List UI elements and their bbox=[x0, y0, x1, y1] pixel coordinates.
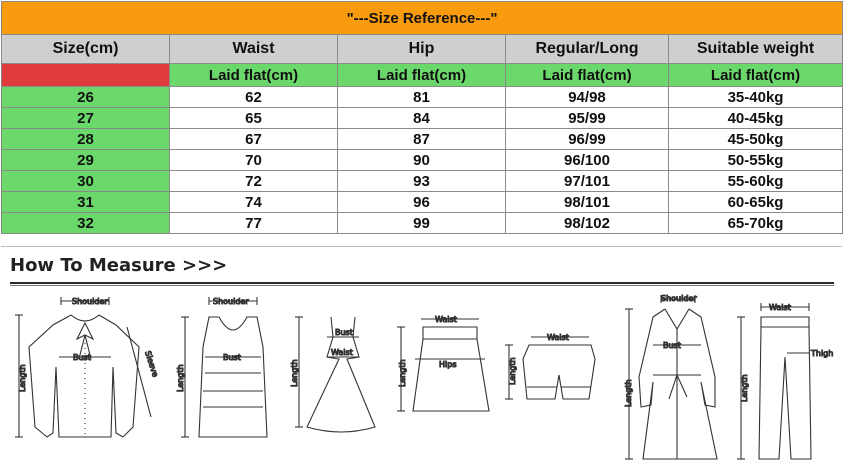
cell-weight: 65-70kg bbox=[669, 213, 843, 234]
table-row bbox=[2, 87, 843, 108]
coat-illustration bbox=[625, 295, 717, 459]
cell-regular-long: 98/101 bbox=[506, 192, 669, 213]
label-thigh: Thigh bbox=[811, 349, 834, 358]
subheader-waist: Laid flat(cm) bbox=[170, 64, 338, 87]
header-waist: Waist bbox=[170, 35, 338, 64]
label-bust: Bust bbox=[223, 353, 241, 362]
table-row bbox=[2, 129, 843, 150]
cell-size: 29 bbox=[2, 150, 170, 171]
cell-regular-long: 96/99 bbox=[506, 129, 669, 150]
cell-weight: 60-65kg bbox=[669, 192, 843, 213]
header-row bbox=[2, 35, 843, 64]
cell-size: 30 bbox=[2, 171, 170, 192]
table-row bbox=[2, 213, 843, 234]
subheader-blank bbox=[2, 64, 170, 87]
label-waist: Waist bbox=[547, 333, 569, 342]
cell-size: 31 bbox=[2, 192, 170, 213]
cell-size: 27 bbox=[2, 108, 170, 129]
label-length: Length bbox=[398, 359, 407, 387]
measurement-illustrations bbox=[1, 287, 842, 470]
label-waist: Waist bbox=[331, 348, 353, 357]
label-shoulder: Shoulder bbox=[72, 297, 108, 306]
label-bust: Bust bbox=[663, 341, 681, 350]
label-hips: Hips bbox=[439, 360, 457, 369]
cell-hip: 87 bbox=[338, 129, 506, 150]
cell-waist: 74 bbox=[170, 192, 338, 213]
table-title: "---Size Reference---" bbox=[2, 2, 843, 35]
cell-weight: 45-50kg bbox=[669, 129, 843, 150]
label-bust: Bust bbox=[335, 328, 353, 337]
subheader-row bbox=[2, 64, 843, 87]
cell-size: 26 bbox=[2, 87, 170, 108]
label-length: Length bbox=[176, 364, 185, 392]
blouse-illustration bbox=[15, 297, 151, 437]
cell-waist: 70 bbox=[170, 150, 338, 171]
label-waist: Waist bbox=[769, 303, 791, 312]
cell-hip: 90 bbox=[338, 150, 506, 171]
label-bust: Bust bbox=[73, 353, 91, 362]
cell-weight: 40-45kg bbox=[669, 108, 843, 129]
label-sleeve: Sleeve bbox=[143, 349, 160, 379]
how-to-measure-section bbox=[1, 246, 842, 472]
table-row bbox=[2, 108, 843, 129]
size-reference-table bbox=[1, 1, 843, 234]
cell-waist: 72 bbox=[170, 171, 338, 192]
cell-hip: 99 bbox=[338, 213, 506, 234]
table-row bbox=[2, 192, 843, 213]
table-row bbox=[2, 150, 843, 171]
label-length: Length bbox=[290, 359, 299, 387]
header-regular-long: Regular/Long bbox=[506, 35, 669, 64]
shorts-illustration bbox=[505, 337, 595, 399]
cell-waist: 67 bbox=[170, 129, 338, 150]
header-suitable-weight: Suitable weight bbox=[669, 35, 843, 64]
how-to-measure-heading: How To Measure >>> bbox=[10, 255, 228, 276]
divider bbox=[10, 282, 834, 284]
cell-waist: 65 bbox=[170, 108, 338, 129]
cell-hip: 81 bbox=[338, 87, 506, 108]
table-row bbox=[2, 171, 843, 192]
subheader-regular-long: Laid flat(cm) bbox=[506, 64, 669, 87]
subheader-hip: Laid flat(cm) bbox=[338, 64, 506, 87]
cell-waist: 62 bbox=[170, 87, 338, 108]
label-length: Length bbox=[18, 364, 27, 392]
label-length: Length bbox=[740, 374, 749, 402]
cell-hip: 96 bbox=[338, 192, 506, 213]
cell-weight: 55-60kg bbox=[669, 171, 843, 192]
cell-size: 28 bbox=[2, 129, 170, 150]
cell-weight: 50-55kg bbox=[669, 150, 843, 171]
cell-regular-long: 97/101 bbox=[506, 171, 669, 192]
cell-size: 32 bbox=[2, 213, 170, 234]
cell-regular-long: 94/98 bbox=[506, 87, 669, 108]
cell-waist: 77 bbox=[170, 213, 338, 234]
label-length: Length bbox=[624, 379, 633, 407]
header-hip: Hip bbox=[338, 35, 506, 64]
label-shoulder: Shoulder bbox=[213, 297, 249, 306]
cell-regular-long: 98/102 bbox=[506, 213, 669, 234]
title-row bbox=[2, 2, 843, 35]
cell-regular-long: 95/99 bbox=[506, 108, 669, 129]
label-length: Length bbox=[508, 357, 517, 385]
tank-top-illustration bbox=[181, 297, 267, 437]
label-shoulder: Shoulder bbox=[661, 294, 697, 303]
cell-regular-long: 96/100 bbox=[506, 150, 669, 171]
subheader-weight: Laid flat(cm) bbox=[669, 64, 843, 87]
label-waist: Waist bbox=[435, 315, 457, 324]
cell-hip: 84 bbox=[338, 108, 506, 129]
cell-weight: 35-40kg bbox=[669, 87, 843, 108]
header-size: Size(cm) bbox=[2, 35, 170, 64]
divider bbox=[10, 285, 834, 286]
cell-hip: 93 bbox=[338, 171, 506, 192]
